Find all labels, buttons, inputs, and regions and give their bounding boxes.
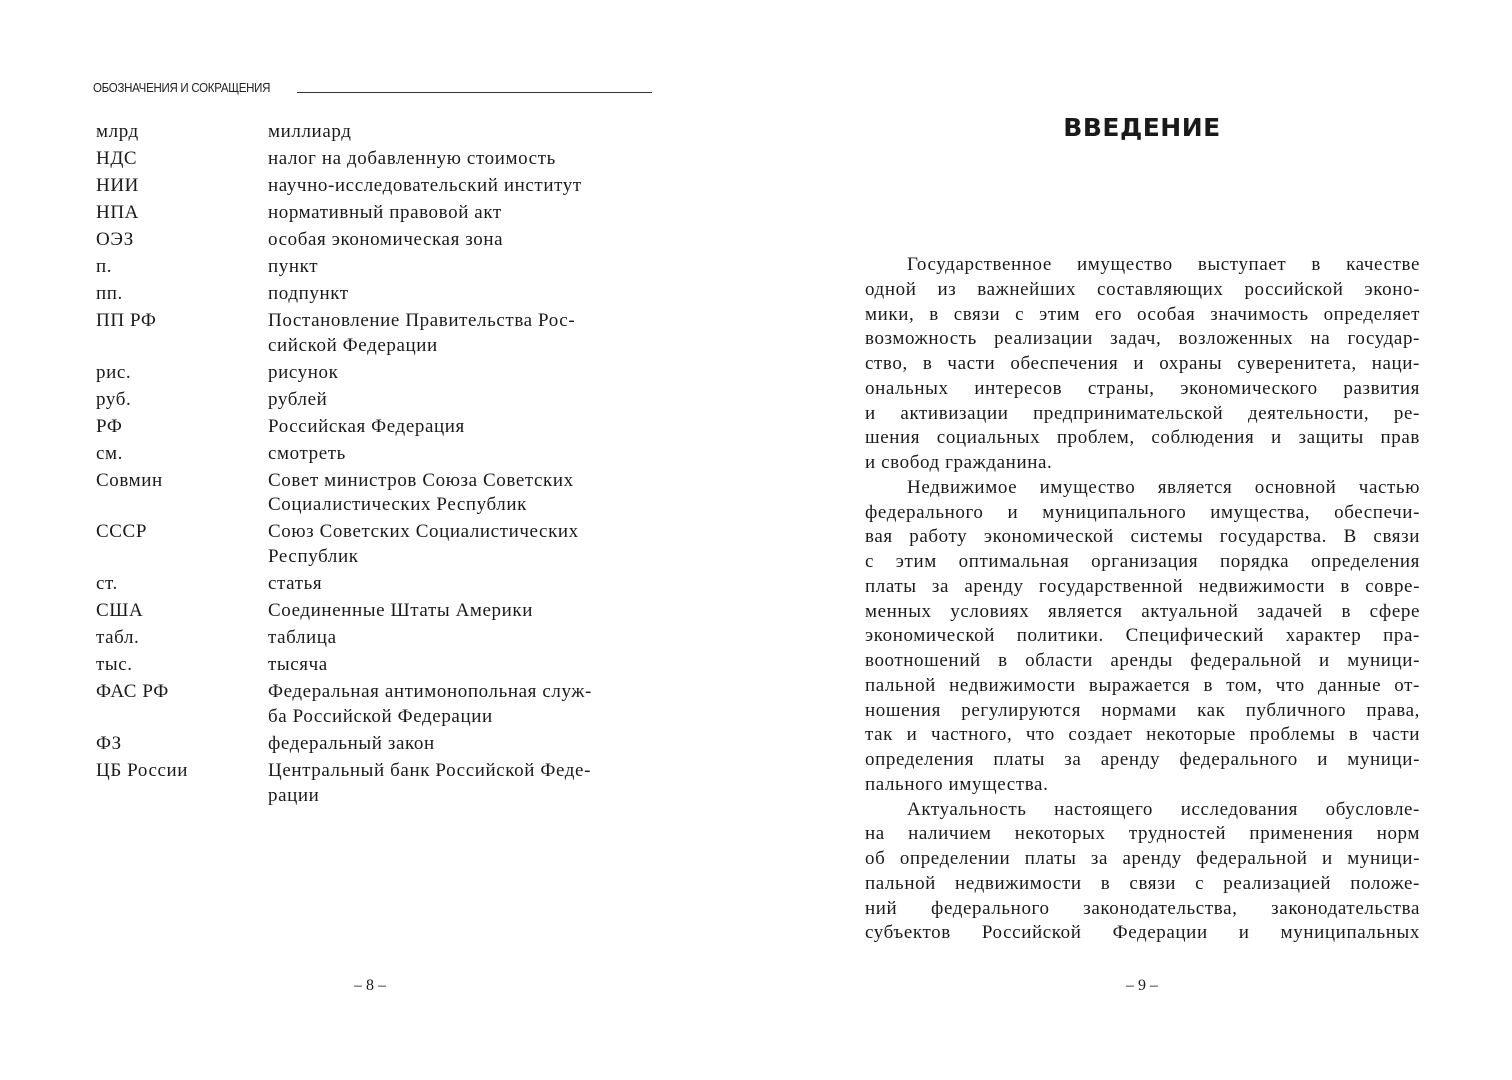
definition-line: ба Российской Федерации [268,705,493,727]
abbreviation-definition [268,572,656,597]
abbreviation-entry [96,361,656,386]
abbreviation-definition [268,174,656,199]
paragraph-line: ональных интересов страны, экономического развития [865,377,1420,399]
abbreviation-definition [268,520,656,570]
definition-line: Республик [268,546,359,568]
paragraph-line: шения социальных проблем, соблюдения и защиты прав [865,427,1420,449]
abbreviation-definition [268,759,656,809]
definition-line: Союз Советских Социалистических [268,521,579,543]
definition-line: налог на добавленную стоимость [268,147,556,169]
definition-line: Совет министров Союза Советских [268,469,574,491]
abbreviation-definition [268,388,656,413]
abbreviation-definition [268,599,656,624]
abbreviation-definition [268,228,656,253]
paragraph-line: и свобод гражданина. [865,452,1053,473]
abbreviation: ФАС РФ [96,681,169,703]
abbreviation-definition [268,626,656,651]
paragraph-line: субъектов Российской Федерации и муниципальных [865,922,1420,944]
abbreviation: Совмин [96,469,163,491]
paragraph-line: и активизации предпринимательской деятельности, ре- [865,402,1420,424]
paragraph-line: экономической политики. Специфический характер пра- [865,625,1420,647]
definition-line: таблица [268,627,337,649]
abbreviation: ПП РФ [96,309,157,331]
paragraph-line: определения платы за аренду федерального и муници- [865,749,1420,770]
abbreviation: млрд [96,121,139,142]
definition-line: Социалистических Республик [268,494,527,516]
abbreviation-entry [96,732,656,757]
definition-line: рублей [268,388,328,410]
paragraph-line: с этим оптимальная организация порядка определения [865,551,1420,572]
definition-line: тысяча [268,654,328,676]
abbreviation: пп. [96,282,123,304]
paragraph-line: на наличием некоторых трудностей применения норм [865,823,1420,845]
abbreviation-definition [268,282,656,307]
paragraph-line: одной из важнейших составляющих российской эконо- [865,278,1420,300]
abbreviation-definition [268,120,656,145]
abbreviation: США [96,600,144,622]
paragraph-line: менных условиях является актуальной задачей в сфере [865,600,1420,622]
paragraph-line: пальной недвижимости в связи с реализацией положе- [865,872,1420,894]
abbreviation-entry [96,415,656,440]
abbreviation-entry [96,228,656,253]
abbreviation: ЦБ России [96,759,189,781]
abbreviation-definition [268,201,656,226]
abbreviation-entry [96,520,656,570]
paragraph-line: федерального и муниципального имущества, обеспечи- [865,501,1420,523]
paragraph-line: так и частного, что создает некоторые проблемы в части [865,724,1420,746]
abbreviation-definition [268,147,656,172]
abbreviation-entry [96,388,656,413]
abbreviation-definition [268,415,656,440]
definition-line: федеральный закон [268,732,435,754]
abbreviation-definition [268,469,656,519]
chapter-title: ВВЕДЕНИЕ [1063,113,1221,142]
abbreviation: НИИ [96,174,139,196]
paragraph-line: воотношений в области аренды федеральной и муници- [865,650,1420,671]
definition-line: нормативный правовой акт [268,201,502,223]
abbreviation-definition [268,732,656,757]
abbreviation: ст. [96,573,118,595]
abbreviation-definition [268,653,656,678]
paragraph-line: Государственное имущество выступает в качестве [907,254,1420,275]
abbreviation-definition [268,442,656,467]
abbreviation-definition [268,255,656,280]
abbreviation-entry [96,147,656,172]
body-text [865,253,1420,946]
abbreviation-entry [96,759,656,809]
definition-line: Российская Федерация [268,415,465,437]
abbreviation: табл. [96,627,140,649]
paragraph-line: ство, в части обеспечения и охраны суверенитета, наци- [865,353,1420,374]
paragraph-line: возможность реализации задач, возложенных на государ- [865,328,1420,350]
abbreviation: ФЗ [96,732,122,754]
abbreviation: рис. [96,361,132,383]
definition-line: Центральный банк Российской Феде- [268,759,592,781]
paragraph-line: вая работу экономической системы государства. В связи [865,526,1420,548]
abbreviation: ОЭЗ [96,228,134,250]
abbreviation-entry [96,469,656,519]
page-number-right: – 9 – [1126,977,1158,994]
definition-line: подпункт [268,282,349,304]
page-number-left: – 8 – [354,977,386,994]
paragraph-line: Актуальность настоящего исследования обусловле- [907,798,1420,820]
definition-line: Соединенные Штаты Америки [268,600,534,622]
abbreviation-entry [96,626,656,651]
abbreviation: руб. [96,388,132,410]
abbreviation: тыс. [96,654,133,676]
paragraph-line: Недвижимое имущество является основной частью [907,476,1420,498]
definition-line: пункт [268,255,319,277]
abbreviation-entry [96,201,656,226]
definition-line: особая экономическая зона [268,228,504,250]
abbreviations-list [96,120,656,811]
abbreviation: РФ [96,415,123,437]
abbreviation-entry [96,174,656,199]
paragraph-line: ний федерального законодательства, законодательства [865,897,1420,919]
abbreviation-entry [96,442,656,467]
abbreviation-entry [96,653,656,678]
definition-line: Федеральная антимонопольная служ- [268,681,592,703]
abbreviation: см. [96,442,124,464]
abbreviation-definition [268,361,656,386]
abbreviation-entry [96,572,656,597]
abbreviation-entry [96,309,656,359]
paragraph-line: пальной недвижимости выражается в том, что данные от- [865,674,1420,696]
definition-line: научно-исследовательский институт [268,174,582,196]
paragraph-line: мики, в связи с этим его особая значимость определяет [865,303,1420,325]
header-title: ОБОЗНАЧЕНИЯ И СОКРАЩЕНИЯ [93,81,271,95]
abbreviation-entry [96,255,656,280]
definition-line: смотреть [268,442,346,464]
definition-line: рации [268,784,320,806]
definition-line: Постановление Правительства Рос- [268,309,576,331]
abbreviation: НДС [96,147,138,169]
abbreviation-entry [96,599,656,624]
abbreviation-definition [268,680,656,730]
definition-line: сийской Федерации [268,334,438,356]
definition-line: статья [268,573,323,595]
definition-line: рисунок [268,361,339,383]
paragraph-line: платы за аренду государственной недвижимости в совре- [865,575,1420,597]
paragraph-line: об определении платы за аренду федеральной и муници- [865,848,1420,869]
abbreviation-entry [96,680,656,730]
abbreviation: СССР [96,521,147,543]
definition-line: миллиард [268,121,352,142]
abbreviation: НПА [96,201,139,223]
paragraph-line: ношения регулируются нормами как публичного права, [865,699,1420,721]
header-rule [297,92,652,93]
abbreviation-entry [96,120,656,145]
abbreviation: п. [96,255,113,277]
abbreviation-entry [96,282,656,307]
abbreviation-definition [268,309,656,359]
paragraph-line: пального имущества. [865,773,1049,795]
